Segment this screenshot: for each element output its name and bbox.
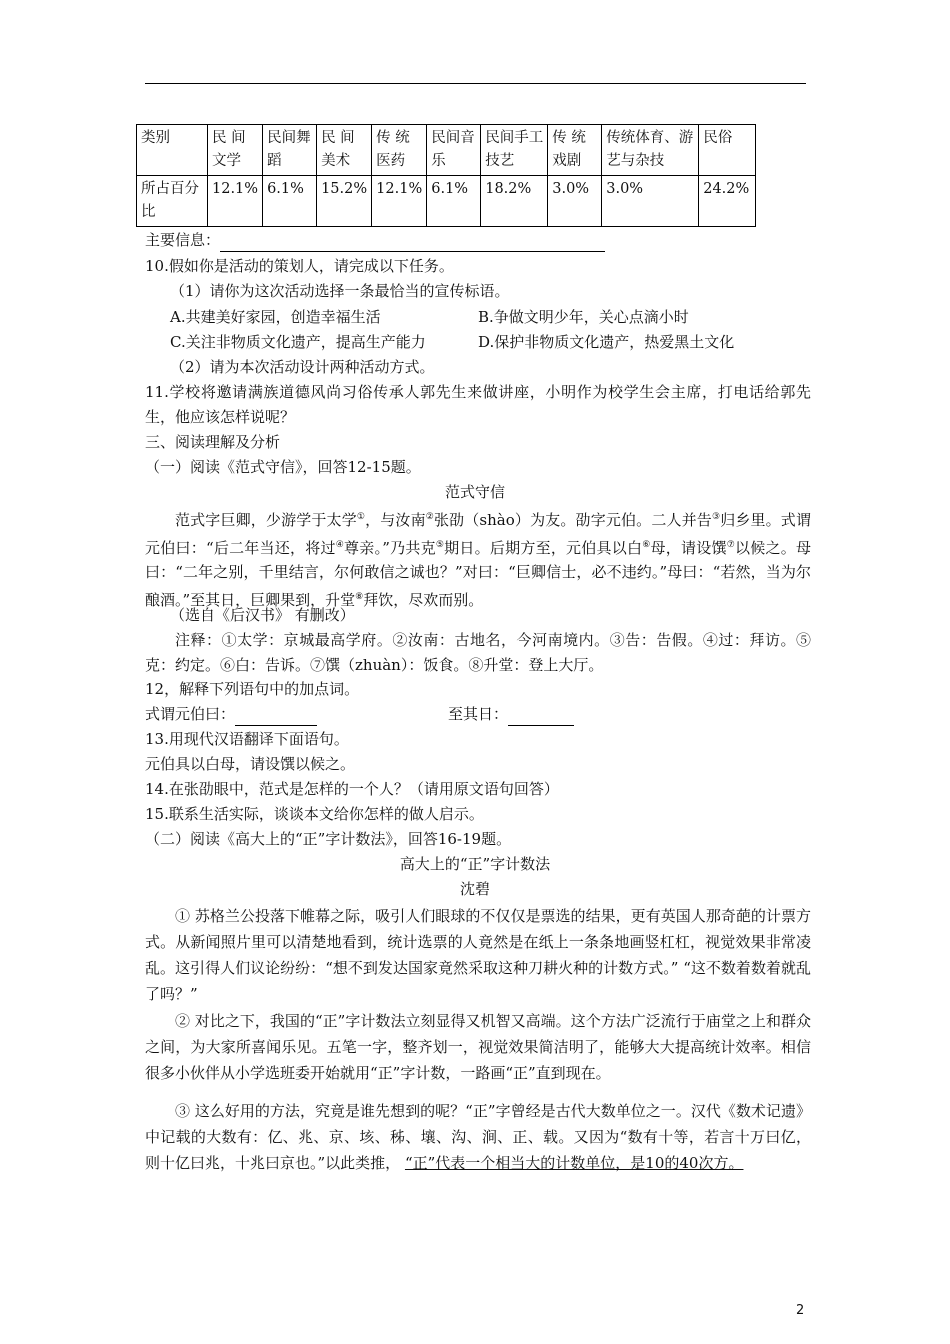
part1-intro: （一）阅读《范式守信》，回答12-15题。 — [145, 458, 421, 476]
table-cell: 3.0% — [602, 176, 699, 227]
table-cell: 12.1% — [372, 176, 427, 227]
underlined-sentence: “正”代表一个相当大的计数单位，是10的40次方。 — [404, 1154, 744, 1172]
footnote-mark: ⑧ — [355, 591, 364, 602]
table-header-cell: 民间音乐 — [427, 125, 481, 176]
part2-intro: （二）阅读《高大上的“正”字计数法》，回答16-19题。 — [145, 830, 512, 848]
footnote-mark: ③ — [711, 512, 721, 522]
answer-blank[interactable] — [508, 709, 574, 726]
table-header-cell: 传 统 医药 — [372, 125, 427, 176]
table-cell: 6.1% — [427, 176, 481, 227]
footnote-mark: ⑦ — [726, 539, 736, 550]
passage1-notes: 注释：①太学：京城最高学府。②汝南：古地名，今河南境内。③告：告假。④过：拜访。⑤克：约定。⑥白：告诉。⑦馔（zhuàn）：饭食。⑧升堂：登上大厅。 — [145, 631, 811, 674]
question-13: 13.用现代汉语翻译下面语句。 — [145, 730, 349, 748]
passage2-title: 高大上的“正”字计数法 — [399, 855, 551, 873]
table-cell: 18.2% — [481, 176, 548, 227]
question-15: 15.联系生活实际，谈谈本文给你怎样的做人启示。 — [145, 805, 484, 823]
table-header-cell: 民俗 — [699, 125, 756, 176]
passage2-paragraph-1: ① 苏格兰公投落下帷幕之际，吸引人们眼球的不仅仅是票选的结果，更有英国人那奇葩的计票方式。从新闻照片里可以清楚地看到，统计选票的人竟然是在纸上一条条地画竖杠杠，视觉效果非常凌乱。这引得人们议论纷纷：“想不到发达国家竟然采取这种刀耕火种的计数方式。” “这不数着数着就乱了吗？” — [145, 907, 811, 1003]
footnote-mark: ④ — [335, 539, 345, 550]
question-12-item-a: 式谓元伯曰： — [145, 702, 317, 726]
passage2-paragraph-2: ② 对比之下，我国的“正”字计数法立刻显得又机智又高端。这个方法广泛流行于庙堂之上和群众之间，为大家所喜闻乐见。五笔一字，整齐划一，视觉效果简洁明了，能够大大提高统计效率。相信很多小伙伴从小学选班委开始就用“正”字计数，一路画“正”直到现在。 — [145, 1012, 811, 1082]
table-cell: 6.1% — [263, 176, 317, 227]
table-header-cell: 民 间 美术 — [317, 125, 372, 176]
passage1-title: 范式守信 — [444, 483, 505, 501]
table-header-cell: 传统体育、游艺与杂技 — [602, 125, 699, 176]
table-cell: 24.2% — [699, 176, 756, 227]
table-header-cell: 民 间 文学 — [208, 125, 263, 176]
question-13-sentence: 元伯具以白母，请设馔以候之。 — [145, 755, 356, 773]
passage1-source: （选自《后汉书》 有删改） — [170, 606, 355, 624]
option-c: C.关注非物质文化遗产，提高生产能力 — [170, 333, 426, 351]
table-cell: 12.1% — [208, 176, 263, 227]
option-b: B.争做文明少年，关心点滴小时 — [478, 308, 689, 326]
footnote-mark: ⑥ — [642, 539, 651, 550]
category-table — [136, 124, 756, 227]
table-header-cell: 民间舞蹈 — [263, 125, 317, 176]
page-number: 2 — [796, 1303, 805, 1318]
passage1-body: 范式字巨卿，少游学于太学①，与汝南②张劭（shào）为友。劭字元伯。二人并告③归乡里。式谓元伯曰：“后二年当还，将过④尊亲。”乃共克⑤期日。后期方至，元伯具以白⑥母，请设馔⑦以候之。母曰：“二年之别，千里结言，尔何敢信之诚也？”对曰：“巨卿信士，必不违约。”母曰：“若然，当为尔酿酒。”至其日，巨卿果到，升堂⑧拜饮，尽欢而别。 — [145, 511, 811, 609]
footnote-mark: ② — [425, 512, 434, 522]
table-header-cell: 传 统 戏剧 — [548, 125, 602, 176]
answer-blank[interactable] — [220, 235, 605, 252]
table-cell: 3.0% — [548, 176, 602, 227]
option-a: A.共建美好家园，创造幸福生活 — [170, 308, 381, 326]
main-info-line — [145, 228, 605, 252]
table-row-label: 所占百分比 — [137, 176, 208, 227]
table-header-cell: 类别 — [137, 125, 208, 176]
footnote-mark: ⑤ — [435, 539, 445, 550]
header-rule — [145, 83, 806, 84]
main-info-label: 主要信息： — [145, 231, 221, 249]
question-10: 10.假如你是活动的策划人，请完成以下任务。 — [145, 257, 454, 275]
question-14: 14.在张劭眼中，范式是怎样的一个人？（请用原文语句回答） — [145, 780, 559, 798]
question-12-item-b: 至其日： — [448, 702, 574, 726]
table-row — [137, 125, 756, 176]
passage2-author: 沈碧 — [459, 880, 490, 898]
section-heading-3: 三、阅读理解及分析 — [145, 433, 281, 451]
passage2-paragraph-3: ③ 这么好用的方法，究竟是谁先想到的呢？“正”字曾经是古代大数单位之一。汉代《数术记遗》中记载的大数有：亿、兆、京、垓、秭、壤、沟、涧、正、载。又因为“数有十等，若言十万曰亿，则十亿曰兆，十兆曰京也。”以此类推， “正”代表一个相当大的计数单位，是10的40次方。 — [145, 1102, 811, 1172]
question-10-2: （2）请为本次活动设计两种活动方式。 — [170, 358, 435, 376]
question-11: 11.学校将邀请满族道德风尚习俗传承人郭先生来做讲座，小明作为校学生会主席，打电话给郭先生，他应该怎样说呢？ — [145, 383, 811, 426]
footnote-mark: ① — [356, 512, 366, 522]
option-d: D.保护非物质文化遗产，热爱黑土文化 — [478, 333, 735, 351]
table-row — [137, 176, 756, 227]
answer-blank[interactable] — [235, 709, 317, 726]
table-cell: 15.2% — [317, 176, 372, 227]
question-12: 12，解释下列语句中的加点词。 — [145, 680, 360, 698]
question-10-1: （1）请你为这次活动选择一条最恰当的宣传标语。 — [170, 282, 510, 300]
table-header-cell: 民间手工技艺 — [481, 125, 548, 176]
